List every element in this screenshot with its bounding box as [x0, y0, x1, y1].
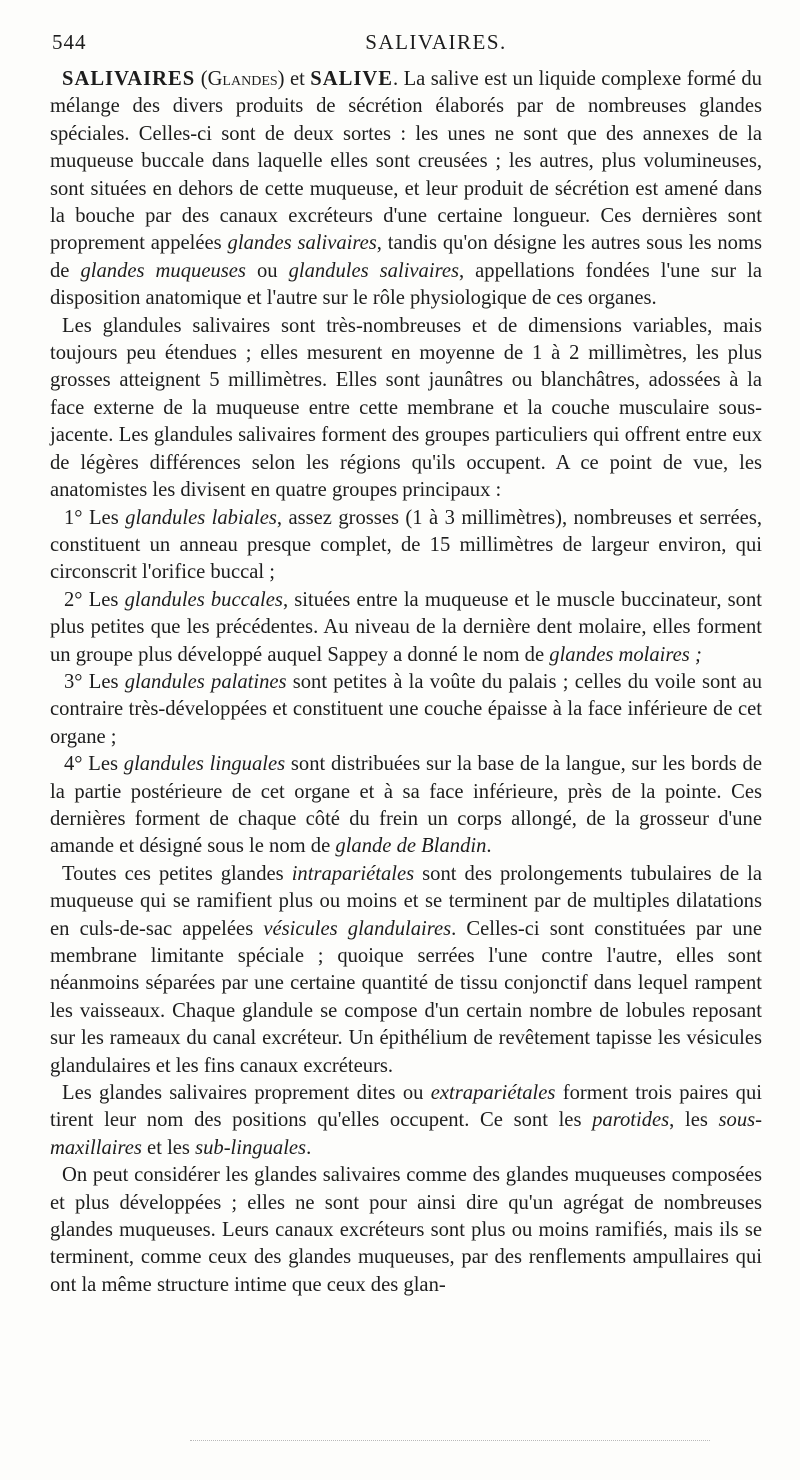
- italic-term: vésicules glandulaires: [263, 917, 452, 940]
- running-head: SALIVAIRES.: [365, 30, 507, 54]
- paragraph-extraparietales: [50, 1080, 762, 1162]
- text-span: sont petites à la voûte du palais ; celles du voile sont au contraire très-développées et constituent une couche épaisse à la face inférieure de cet organe ;: [50, 670, 762, 748]
- italic-term: glandes molaires ;: [549, 643, 702, 666]
- paragraph-comparison: On peut considérer les glandes salivaires comme des glandes muqueuses composées et plus développées ; elles ne sont pour ainsi dire qu'un agrégat de nombreuses glandes muqueuses. Leurs canaux excréteurs sont plus ou moins ramifiés, mais ils se terminent, comme ceux des glandes muqueuses, par des renflements ampullaires qui ont la même structure intime que ceux des glan-: [50, 1164, 762, 1296]
- italic-term: intrapariétales: [291, 862, 415, 885]
- italic-term: glandes muqueuses: [80, 259, 246, 282]
- italic-term: glandes salivaires: [227, 232, 377, 255]
- text-span: sont distribuées sur la base de la langue, sur les bords de la partie postérieure de cet organe et à sa face inférieure, près de la pointe. Ces dernières forment de chaque côté du frein un corps allongé, de la grosseur d'une amande et désigné sous le nom de: [50, 753, 762, 858]
- text-span: (: [195, 68, 208, 90]
- text-span: ou: [245, 259, 289, 282]
- text-span: Toutes ces petites glandes: [62, 862, 292, 885]
- entry-headword-2: SALIVE: [310, 68, 393, 90]
- text-span: . La salive est un liquide complexe formé du mélange des divers produits de sécrétion élaborés par de nombreuses glandes spéciales. Celles-ci sont de deux sortes : les unes ne sont que des annexes de la muqueuse buccale dans laquelle elles sont creusées ; les autres, plus volumineuses, sont situées en dehors de cette muqueuse, et leur produit de sécrétion est amené dans la bouche par des canaux excréteurs d'une certaine longueur. Ces dernières sont proprement appelées: [50, 68, 762, 255]
- text-span: forment trois paires qui tirent leur nom des positions qu'elles occupent. Ce sont les: [50, 1082, 763, 1132]
- text-span: .: [486, 835, 492, 858]
- text-span: Les glandes salivaires proprement dites ou: [62, 1082, 431, 1105]
- entry-headword: SALIVAIRES: [62, 68, 196, 90]
- italic-term: parotides: [592, 1109, 670, 1132]
- paragraph-intro: [50, 66, 762, 313]
- text-span: et les: [141, 1136, 196, 1159]
- text-span: , situées entre la muqueuse et le muscle buccinateur, sont plus petites que les précédentes. Au niveau de la dernière dent molaire, elles forment un groupe plus développé auquel Sappey a donné le nom de: [50, 588, 762, 666]
- text-span: sont des prolongements tubulaires de la muqueuse qui se ramifient plus ou moins et se terminent par de multiples dilatations en culs-de-sac appelées: [50, 862, 762, 940]
- italic-term: glandules salivaires: [288, 259, 459, 282]
- text-span: 4° Les: [64, 753, 124, 776]
- text-span: 2° Les: [64, 588, 125, 611]
- italic-term: extrapariétales: [430, 1082, 556, 1105]
- list-item-buccales: [50, 587, 762, 669]
- page-header: [52, 30, 750, 64]
- italic-term: sous-maxillaires: [50, 1109, 762, 1159]
- italic-term: glandules buccales: [124, 588, 283, 611]
- text-span: , appellations fondées l'une sur la disposition anatomique et l'autre sur le rôle physiologique de ces organes.: [50, 259, 762, 310]
- text-span: ) et: [277, 68, 311, 90]
- text-span: , les: [669, 1109, 719, 1132]
- text-span: 3° Les: [64, 670, 125, 693]
- text-span: , tandis qu'on désigne les autres sous les noms de: [50, 232, 762, 282]
- italic-term: glandules labiales: [125, 506, 277, 529]
- paragraph-glandules: Les glandules salivaires sont très-nombreuses et de dimensions variables, mais toujours peu étendues ; elles mesurent en moyenne de 1 à 2 millimètres, les plus grosses atteignent 5 millimètres. Elles sont jaunâtres ou blanchâtres, adossées à la face externe de la muqueuse entre cette membrane et la couche musculaire sous-jacente. Les glandules salivaires forment des groupes particuliers qui offrent entre eux de légères différences selon les régions qu'ils occupent. A ce point de vue, les anatomistes les divisent en quatre groupes principaux :: [50, 314, 762, 502]
- text-span: Glandes: [207, 68, 278, 90]
- list-item-linguales: [50, 751, 762, 861]
- text-span: . Celles-ci sont constituées par une membrane limitante spéciale ; quoique serrées l'une contre l'autre, elles sont néanmoins séparées par une certaine quantité de tissu conjonctif dans lequel rampent les vaisseaux. Chaque glandule se compose d'un certain nombre de lobules reposant sur les rameaux du canal excréteur. Un épithélium de revêtement tapisse les vésicules glandulaires et les fins canaux excréteurs.: [50, 917, 762, 1077]
- page-number: 544: [52, 30, 87, 54]
- list-item-labiales: [50, 505, 762, 587]
- text-span: 1° Les: [64, 506, 126, 529]
- footer-dotted-rule: [190, 1440, 710, 1441]
- text-span: , assez grosses (1 à 3 millimètres), nombreuses et serrées, constituent un anneau presque complet, de 15 millimètres de largeur environ, qui circonscrit l'orifice buccal ;: [50, 506, 762, 584]
- italic-term: glandules linguales: [123, 753, 286, 776]
- paragraph-intraparietales: [50, 861, 762, 1080]
- body-text: [50, 66, 762, 1299]
- list-item-palatines: [50, 669, 762, 751]
- italic-term: sub-linguales: [195, 1136, 307, 1159]
- italic-term: glande de Blandin: [335, 835, 487, 858]
- italic-term: glandules palatines: [124, 670, 287, 693]
- text-span: .: [306, 1136, 312, 1159]
